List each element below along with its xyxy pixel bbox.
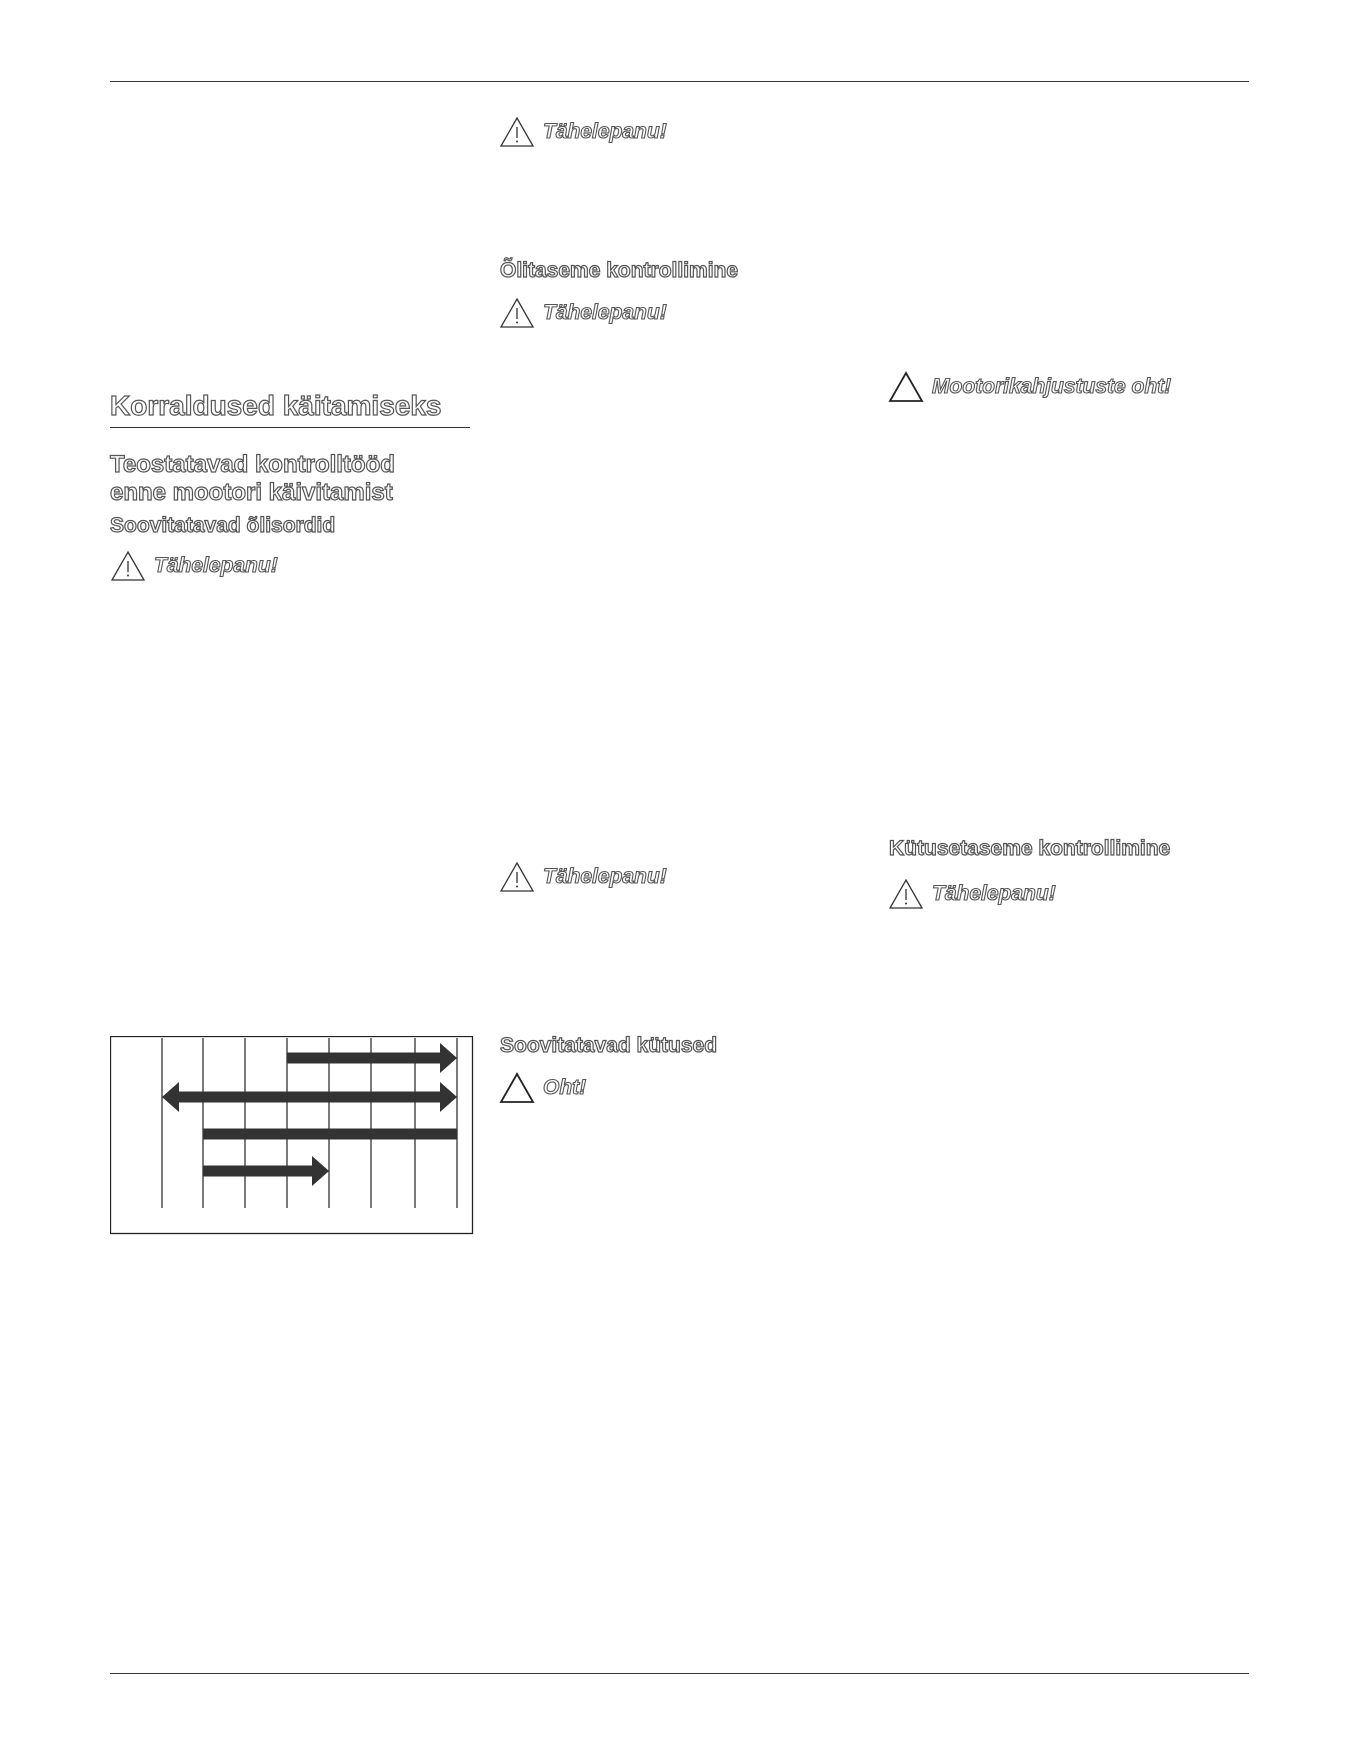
attention-label: Tähelepanu! — [543, 301, 667, 324]
section-title: Korraldused käitamiseks — [110, 390, 442, 421]
chart-bar — [203, 1156, 329, 1186]
engine-damage-label: Mootorikahjustuste oht! — [932, 375, 1172, 398]
attention-label: Tähelepanu! — [543, 120, 667, 143]
warning-icon — [499, 297, 535, 329]
attention-label: Tähelepanu! — [932, 882, 1056, 905]
danger-icon — [888, 371, 924, 403]
footer-rule — [110, 1673, 1249, 1674]
chart-bar — [203, 1129, 457, 1140]
attention-note-fuel — [888, 878, 1056, 910]
attention-label: Tähelepanu! — [543, 865, 667, 888]
attention-note — [110, 550, 278, 582]
attention-note-top — [499, 116, 667, 148]
heading-oil-types: Soovitatavad õlisordid — [110, 514, 336, 537]
warning-icon — [499, 116, 535, 148]
danger-icon — [499, 1072, 535, 1104]
heading-fuel-level: Kütusetaseme kontrollimine — [889, 837, 1171, 860]
attention-note-mid — [499, 861, 667, 893]
chart-bar — [162, 1082, 457, 1112]
subsection-title-line2: enne mootori käivitamist — [110, 479, 393, 506]
heading-oil-level: Õlitaseme kontrollimine — [500, 259, 739, 282]
section-title-underline — [110, 427, 470, 428]
attention-note-oil — [499, 297, 667, 329]
warning-icon — [888, 878, 924, 910]
danger-label: Oht! — [543, 1076, 587, 1099]
attention-label: Tähelepanu! — [154, 554, 278, 577]
danger-note — [499, 1072, 586, 1104]
warning-icon — [499, 861, 535, 893]
engine-damage-note — [888, 371, 1171, 403]
warning-icon — [110, 550, 146, 582]
subsection-title-line1: Teostatavad kontrolltööd — [110, 451, 395, 478]
oil-viscosity-chart — [110, 1036, 474, 1236]
chart-bar — [287, 1043, 457, 1073]
header-rule — [110, 81, 1249, 82]
heading-fuels: Soovitatavad kütused — [500, 1034, 718, 1057]
